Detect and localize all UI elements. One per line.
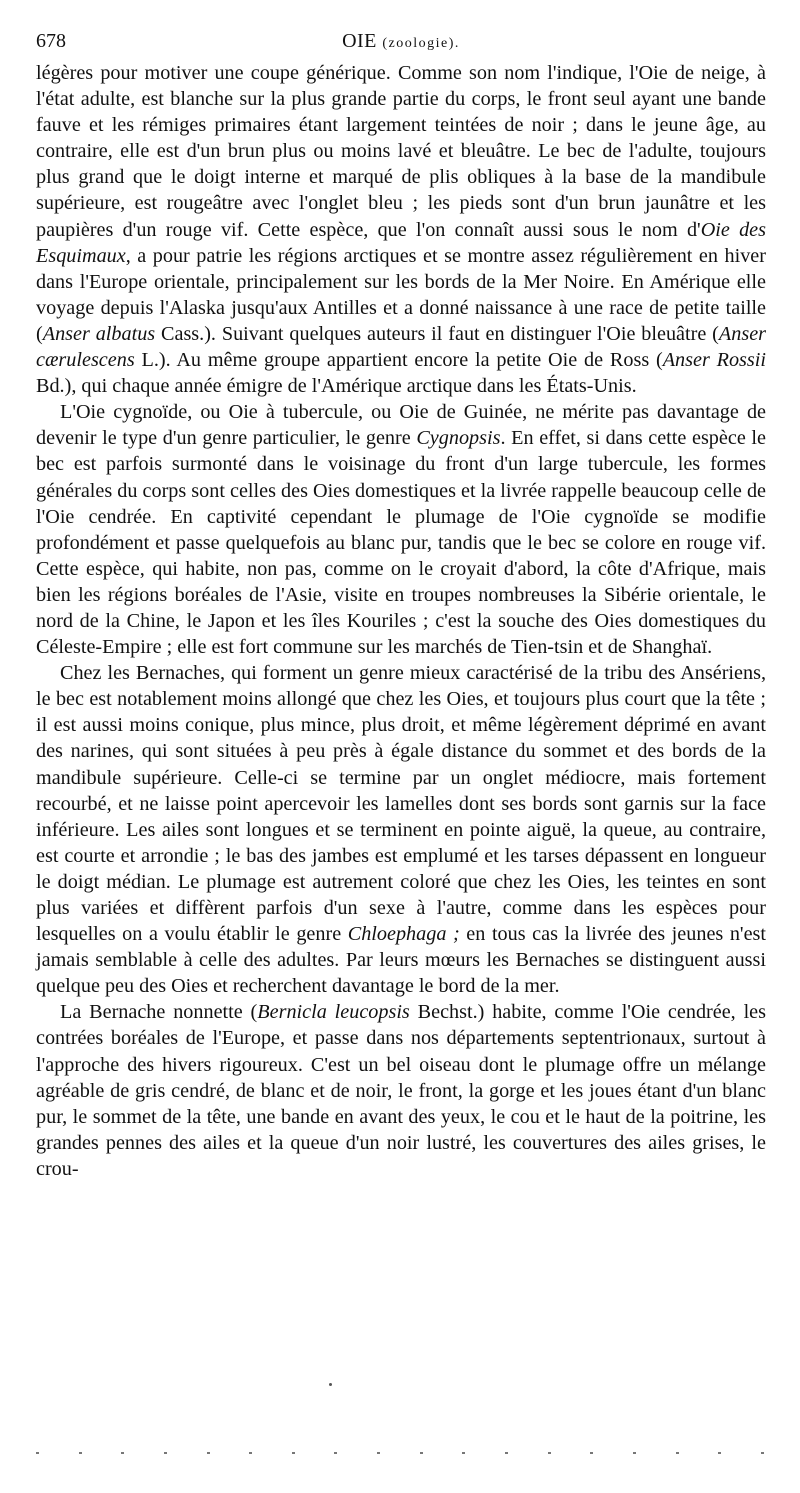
italic-term: Cygnopsis (416, 427, 501, 450)
running-title-section: (zoologie). (382, 36, 460, 51)
running-title-main: OIE (342, 30, 377, 52)
paragraph-4 (36, 999, 766, 1182)
scan-mark (676, 1452, 679, 1454)
paragraph-1 (36, 60, 766, 399)
text-run: L.). Au même groupe appartient encore la petite Oie de Ross ( (134, 349, 663, 372)
text-run: . En effet, si dans cette espèce le bec est parfois surmonté dans le voisinage du front d'un large tubercule, les formes générales du corps sont celles des Oies domestiques et la livrée rappelle beaucoup celle de l'Oie cendrée. En captivité cependant le plumage de l'Oie cygnoïde se modifie profondément et passe quelquefois au blanc pur, tandis que le bec se colore en rouge vif. Cette espèce, qui habite, non pas, comme on le croyait d'abord, la côte d'Afrique, mais bien les régions boréales de l'Asie, visite en troupes nombreuses la Sibérie orientale, le nord de la Chine, le Japon et les îles Kouriles ; c'est la souche des Oies domestiques du Céleste-Empire ; elle est fort commune sur les marchés de Tien-tsin et de Shanghaï. (36, 427, 766, 659)
scan-mark (334, 1452, 337, 1454)
text-run: La Bernache nonnette ( (60, 1001, 258, 1024)
scan-mark (590, 1452, 593, 1454)
scan-mark (79, 1452, 82, 1454)
scan-mark (633, 1452, 636, 1454)
scan-mark (164, 1452, 167, 1454)
body-text (36, 60, 766, 1182)
scan-mark (718, 1452, 721, 1454)
bottom-scan-marks (36, 1452, 764, 1454)
scan-mark (377, 1452, 380, 1454)
scan-mark (249, 1452, 252, 1454)
page (36, 26, 766, 1182)
scan-mark (292, 1452, 295, 1454)
italic-term: Bernicla leucopsis (257, 1001, 410, 1024)
scan-mark (121, 1452, 124, 1454)
scan-mark (462, 1452, 465, 1454)
page-number: 678 (36, 30, 66, 52)
italic-term: Anser albatus (42, 322, 156, 345)
text-run: légères pour motiver une coupe générique. Comme son nom l'indique, l'Oie de neige, à l'état adulte, est blanche sur la plus grande partie du corps, le front seul ayant une bande fauve et les rémiges primaires étant largement teintées de noir ; dans le jeune âge, au contraire, elle est d'un brun plus ou moins lavé et bleuâtre. Le bec de l'adulte, toujours plus grand que le doigt interne et marqué de plis obliques à la base de la mandibule supérieure, est rougeâtre avec l'onglet bleu ; les pieds sont d'un brun jaunâtre et les paupières d'un rouge vif. Cette espèce, que l'on connaît aussi sous le nom d' (36, 62, 766, 241)
italic-term: Anser cærulescens (36, 322, 767, 372)
text-run: L'Oie cygnoïde, ou Oie à tubercule, ou Oie de Guinée, ne mérite pas davantage de devenir le type d'un genre particulier, le genre (36, 401, 766, 450)
italic-term: Chloephaga ; (347, 923, 460, 946)
paragraph-3 (36, 660, 766, 999)
italic-term: Oie des Esquimaux (36, 218, 766, 267)
running-title (36, 30, 766, 53)
italic-term: Anser Rossii (662, 349, 766, 372)
text-run: en tous cas la livrée des jeunes n'est jamais semblable à celle des adultes. Par leurs mœurs les Bernaches se distinguent aussi quelque peu des Oies et recherchent davantage le bord de la mer. (36, 923, 766, 998)
scan-mark (36, 1452, 39, 1454)
text-run: Cass.). Suivant quelques auteurs il faut en distinguer l'Oie bleuâtre ( (155, 322, 719, 345)
scan-mark (505, 1452, 508, 1454)
text-run: Bechst.) habite, comme l'Oie cendrée, les contrées boréales de l'Europe, et passe dans nos départements septentrionaux, surtout à l'approche des hivers rigoureux. C'est un bel oiseau dont le plumage offre un mélange agréable de gris cendré, de blanc et de noir, le front, la gorge et les joues étant d'un blanc pur, le sommet de la tête, une bande en avant des yeux, le cou et le haut de la poitrine, les grandes pennes des ailes et la queue d'un noir lustré, les couvertures des ailes grises, le crou- (36, 1001, 766, 1180)
text-run: , a pour patrie les régions arctiques et se montre assez régulièrement en hiver dans l'Europe orientale, principalement sur les bords de la Mer Noire. En Amérique elle voyage depuis l'Alaska jusqu'aux Antilles et a donné naissance à une race de petite taille ( (36, 244, 766, 345)
text-run: Chez les Bernaches, qui forment un genre mieux caractérisé de la tribu des Ansériens, le bec est notablement moins allongé que chez les Oies, et toujours plus court que la tête ; il est aussi moins conique, plus mince, plus droit, et même légèrement déprimé en avant des narines, qui sont situées à peu près à égale distance du sommet et des bords de la mandibule supérieure. Celle-ci se termine par un onglet médiocre, mais fortement recourbé, et ne laisse point apercevoir les lamelles dont ses bords sont garnis sur la face inférieure. Les ailes sont longues et se terminent en pointe aiguë, la queue, au contraire, est courte et arrondie ; le bas des jambes est emplumé et les tarses dépassent en longueur le doigt médian. Le plumage est autrement coloré que chez les Oies, les teintes en sont plus variées et diffèrent parfois d'un sexe à l'autre, comme dans les espèces pour lesquelles on a voulu établir le genre (36, 662, 766, 946)
scan-mark (420, 1452, 423, 1454)
scan-mark (207, 1452, 210, 1454)
scan-mark (548, 1452, 551, 1454)
paragraph-2 (36, 399, 766, 660)
text-run: Bd.), qui chaque année émigre de l'Amérique arctique dans les États-Unis. (36, 375, 637, 398)
scan-mark (761, 1452, 764, 1454)
running-head (36, 26, 766, 60)
stray-mark (329, 1383, 332, 1386)
